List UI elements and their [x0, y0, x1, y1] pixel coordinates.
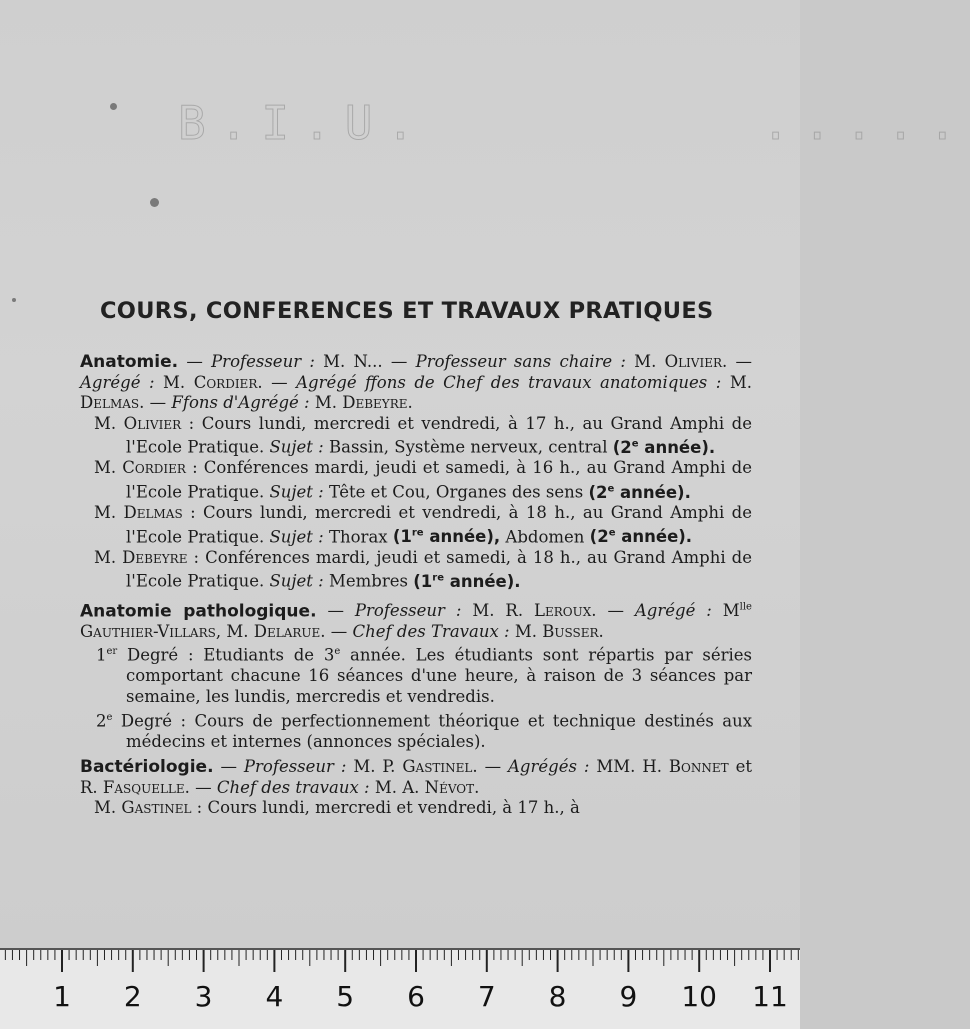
list-item: M. Debeyre : Conférences mardi, jeudi et samedi, à 18 h., au Grand Amphi de l'Ecole Pratique. Sujet : Membres (1re année).	[94, 547, 752, 591]
document-body	[80, 352, 752, 824]
section-intro	[80, 757, 752, 798]
section-intro	[80, 352, 752, 414]
ink-speck	[110, 103, 117, 110]
ruler-number: 7	[477, 980, 496, 1013]
ink-speck	[150, 198, 159, 207]
list-item: 2e Degré : Cours de perfectionnement théorique et technique destinés aux médecins et internes (annonces spéciales).	[96, 711, 752, 751]
section-bacteriologie	[80, 757, 752, 819]
section-intro-text: — Professeur : M. R. Leroux. — Agrégé : $M^{lle}$ Gauthier-Villars, M. Delarue. — Chef des Travaux : M. Busser.	[80, 601, 752, 641]
section-heading: Anatomie pathologique.	[80, 601, 317, 622]
ruler-number: 9	[619, 980, 638, 1013]
section-intro-text: — Professeur : M. P. Gastinel. — Agrégés : MM. H. Bonnet et R. Fasquelle. — Chef des travaux : M. A. Névot.	[80, 757, 752, 797]
list-item: M. Cordier : Conférences mardi, jeudi et samedi, à 16 h., au Grand Amphi de l'Ecole Pratique. Sujet : Tête et Cou, Organes des sens (2e année).	[94, 458, 752, 502]
ruler-number: 3	[194, 980, 213, 1013]
ink-speck	[12, 298, 16, 302]
list-item: M. Olivier : Cours lundi, mercredi et vendredi, à 17 h., au Grand Amphi de l'Ecole Pratique. Sujet : Bassin, Système nerveux, central (2e année).	[94, 413, 752, 457]
list-item: M. Delmas : Cours lundi, mercredi et vendredi, à 18 h., au Grand Amphi de l'Ecole Pratique. Sujet : Thorax (1re année), Abdomen (2e année).	[94, 503, 752, 547]
section-anatomie-pathologique	[80, 598, 752, 753]
perforated-stamp: B.I.U. .....	[178, 96, 970, 150]
section-anatomie	[80, 352, 752, 593]
section-heading: Bactériologie.	[80, 757, 214, 778]
page-title: COURS, CONFERENCES ET TRAVAUX PRATIQUES	[100, 298, 714, 324]
ruler-number: 1	[53, 980, 71, 1013]
list-item: M. Gastinel : Cours lundi, mercredi et vendredi, à 17 h., à	[94, 798, 580, 818]
ruler-number: 6	[407, 980, 425, 1013]
section-intro-text: — Professeur : M. N... — Professeur sans chaire : M. Olivier. — Agrégé : M. Cordier. — Agrégé ffons de Chef des travaux anatomiques : M. Delmas. — Ffons d'Agrégé : M. Debeyre.	[80, 352, 752, 413]
ruler-number: 11	[752, 980, 788, 1013]
section-heading: Anatomie.	[80, 352, 179, 372]
ruler-number: 5	[336, 980, 355, 1013]
ruler-number: 10	[681, 980, 718, 1013]
section-intro	[80, 598, 752, 643]
ruler-number: 2	[123, 980, 142, 1013]
ruler	[0, 948, 800, 1029]
ruler-number: 8	[548, 980, 567, 1013]
ruler-ticks	[0, 950, 800, 990]
list-item: 1er Degré : Etudiants de 3e année. Les étudiants sont répartis par séries comportant chacune 16 séances d'une heure, à raison de 3 séances par semaine, les lundis, mercredis et vendredis.	[96, 645, 752, 706]
ruler-number: 4	[265, 980, 284, 1013]
